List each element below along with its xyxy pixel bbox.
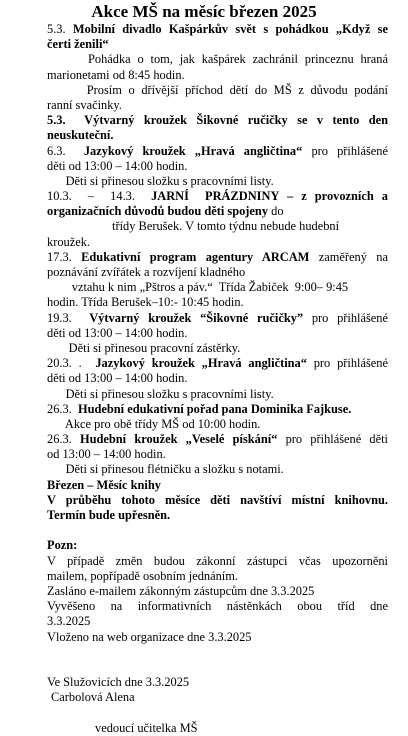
note-line: Vloženo na web organizace dne 3.3.2025 [47,629,252,644]
bold-text: Jazykový kroužek „Hravá angličtina“ [83,143,303,158]
note-text [47,554,388,645]
event-line [47,432,388,447]
note-line: V případě změn budou zákonní zástupci včas upozorněni [47,553,388,568]
event-line [47,493,388,508]
text: Prosím o dřívější příchod dětí do MŠ z důvodu podání [47,82,388,97]
event-line [47,52,388,67]
event-line [47,204,388,219]
event-item [47,22,388,113]
note-line: Vyvěšeno na informativních nástěnkách obou tříd dne [47,599,388,614]
bold-text: organizačních důvodů budou děti spojeny [47,204,269,219]
event-line [47,174,388,189]
bold-text: 5.3. Výtvarný kroužek Šikovné ručičky se v tento den [47,113,388,128]
text: pro přihlášené děti [277,432,389,447]
event-line [47,295,388,310]
bold-text: Edukativní program agentury ARCAM [81,249,310,264]
event-line [47,235,388,250]
event-line [47,144,388,159]
bold-text: čerti ženili“ [47,37,109,52]
bold-text: Hudební edukativní pořad pana Dominika Fajkuse. [77,401,352,416]
bold-text: JARNÍ PRÁZDNINY – z provozních a [151,189,389,204]
text: vztahu k nim „Pštros a páv.“ Třída Žabiček 9:00– 9:45 [47,280,349,295]
text: pro přihlášené [302,143,388,158]
event-line [47,219,388,234]
event-line [47,417,388,432]
bold-text: V průběhu tohoto měsíce děti navštíví místní knihovnu. [47,492,388,507]
text: 17.3. [47,249,82,264]
text: 26.3. [47,432,80,447]
text: Děti si přinesou flétničku a složku s notami. [47,462,284,477]
event-line [47,37,388,52]
text: 19.3. [47,310,90,325]
event-item [47,311,388,357]
text: kroužek. [47,234,91,249]
event-list [47,22,388,523]
text: Děti si přinesou pracovní zástěrky. [47,340,241,355]
event-line [47,68,388,83]
text: do [268,204,284,219]
text: děti od 13:00 – 14:00 hodin. [47,371,188,386]
note-line: Zasláno e-mailem zákonným zástupcům dne 3.3.2025 [47,583,315,598]
event-line [47,250,388,265]
event-line [47,478,388,493]
note-heading: Pozn: [47,538,78,553]
event-line [47,189,388,204]
event-line [47,128,388,143]
event-line [47,508,388,523]
event-item [47,478,388,524]
event-line [47,447,388,462]
note-line: mailem, popřípadě osobním jednáním. [47,568,238,583]
text: třídy Berušek. V tomto týdnu nebude hudební [47,219,340,234]
event-line [47,371,388,386]
text: 26.3. [47,401,78,416]
text: děti od 13:00 – 14:00 hodin. [47,325,188,340]
text: Děti si přinesou složku s pracovními listy. [47,173,274,188]
event-line [47,22,388,37]
text: hodin. Třída Berušek–10:- 10:45 hodin. [47,295,244,310]
note-line: 3.3.2025 [47,614,91,629]
text: ranní svačinky. [47,97,122,112]
event-line [47,113,388,128]
bold-text: neuskuteční. [47,128,114,143]
event-line [47,326,388,341]
text: 10.3. – 14.3. [47,189,152,204]
event-item [47,432,388,478]
event-line [47,402,388,417]
event-item [47,250,388,311]
text: 5.3. [47,22,73,36]
event-line [47,280,388,295]
text: Akce pro obě třídy MŠ od 10:00 hodin. [47,416,261,431]
event-line [47,387,388,402]
event-line [47,462,388,477]
bold-text: Termín bude upřesněn. [47,508,171,522]
text: zaměřený na [309,249,388,264]
document-body [0,22,408,736]
text: 20.3. . [47,356,96,371]
signature-role: vedoucí učitelka MŠ [95,720,198,735]
text: 6.3. [47,143,84,158]
text: Děti si přinesou složku s pracovními listy. [47,386,274,401]
signature-name: Carbolová Alena [51,690,135,705]
event-line [47,341,388,356]
bold-text: Mobilní divadlo Kašpárkův svět s pohádkou „Když se [72,22,388,36]
text: marionetami od 8:45 hodin. [47,67,185,82]
page-title: Akce MŠ na měsíc březen 2025 [91,2,317,21]
event-line [47,311,388,326]
event-item [47,189,388,250]
event-line [47,356,388,371]
event-item [47,356,388,402]
event-item [47,402,388,432]
text: pro přihlášené [303,310,388,325]
event-line [47,265,388,280]
event-item [47,113,388,143]
event-line [47,83,388,98]
bold-text: Výtvarný kroužek “Šikovné ručičky” [89,310,304,325]
bold-text: Jazykový kroužek „Hravá angličtina“ [95,356,307,371]
text: děti od 13:00 – 14:00 hodin. [47,158,188,173]
text: od 13:00 – 14:00 hodin. [47,447,166,462]
event-item [47,144,388,190]
text: Pohádka o tom, jak kašpárek zachránil princeznu hraná [47,52,388,67]
event-line [47,98,388,113]
text: poznávání zvířátek a rozvíjení kladného [47,265,246,279]
bold-text: Hudební kroužek „Veselé pískání“ [79,432,278,447]
text: pro přihlášené [306,356,388,371]
event-line [47,159,388,174]
signature-place-date: Ve Služovicích dne 3.3.2025 [47,675,190,690]
bold-text: Březen – Měsíc knihy [47,477,161,492]
